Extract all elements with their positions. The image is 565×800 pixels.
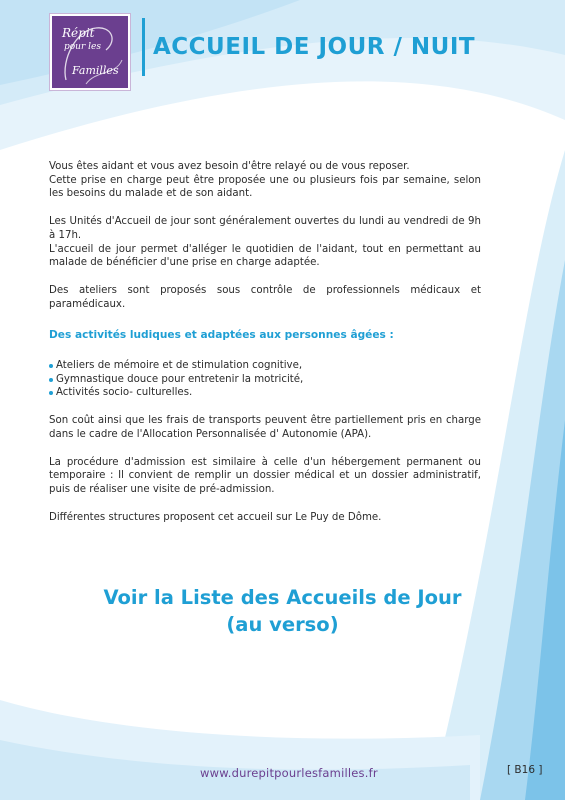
list-item xyxy=(49,373,481,387)
page-number: [ B16 ] xyxy=(507,764,543,776)
title-divider xyxy=(142,18,145,76)
logo xyxy=(50,14,130,90)
activities-list xyxy=(49,359,481,400)
hours-line: L'accueil de jour permet d'alléger le quotidien de l'aidant, tout en permettant au malade de bénéficier d'une prise en charge adaptée. xyxy=(49,243,481,269)
hours-line: Les Unités d'Accueil de jour sont généralement ouvertes du lundi au vendredi de 9h à 17h. xyxy=(49,216,481,241)
intro-line: Cette prise en charge peut être proposée une ou plusieurs fois par semaine, selon les besoins du malade et de son aidant. xyxy=(49,174,481,200)
list-item xyxy=(49,359,481,373)
page-title: ACCUEIL DE JOUR / NUIT xyxy=(153,34,476,60)
logo-text-repit: Répit xyxy=(62,26,95,40)
bullet-icon xyxy=(49,391,53,395)
cost-paragraph: Son coût ainsi que les frais de transports peuvent être partiellement pris en charge dans le cadre de l'Allocation Personnalisée d' Autonomie (APA). xyxy=(49,415,481,440)
list-item xyxy=(49,386,481,400)
intro-paragraph xyxy=(49,160,481,201)
accueils-list-link[interactable] xyxy=(0,584,565,638)
bullet-icon xyxy=(49,378,53,382)
list-item-label: Gymnastique douce pour entretenir la motricité, xyxy=(56,373,304,385)
website-link[interactable]: www.durepitpourlesfamilles.fr xyxy=(200,766,378,780)
admission-paragraph: La procédure d'admission est similaire à celle d'un hébergement permanent ou temporaire : Il convient de remplir un dossier médical et un dossier administratif, puis de réaliser une visite de pré-admission. xyxy=(49,456,481,495)
list-item-label: Activités socio- culturelles. xyxy=(56,387,193,399)
hours-paragraph xyxy=(49,215,481,270)
bullet-icon xyxy=(49,364,53,368)
activities-heading: Des activités ludiques et adaptées aux personnes âgées : xyxy=(49,329,394,342)
intro-line: Vous êtes aidant et vous avez besoin d'être relayé ou de vous reposer. xyxy=(49,161,410,172)
workshops-paragraph: Des ateliers sont proposés sous contrôle de professionnels médicaux et paramédicaux. xyxy=(49,284,481,310)
logo-text-pour-les: pour les xyxy=(64,42,101,52)
cta-line: Voir la Liste des Accueils de Jour xyxy=(103,586,462,609)
list-item-label: Ateliers de mémoire et de stimulation cognitive, xyxy=(56,360,303,372)
cta-line: (au verso) xyxy=(226,613,339,636)
main-content xyxy=(49,160,481,538)
structures-paragraph: Différentes structures proposent cet accueil sur Le Puy de Dôme. xyxy=(49,511,382,523)
logo-text-familles: Familles xyxy=(72,64,119,77)
